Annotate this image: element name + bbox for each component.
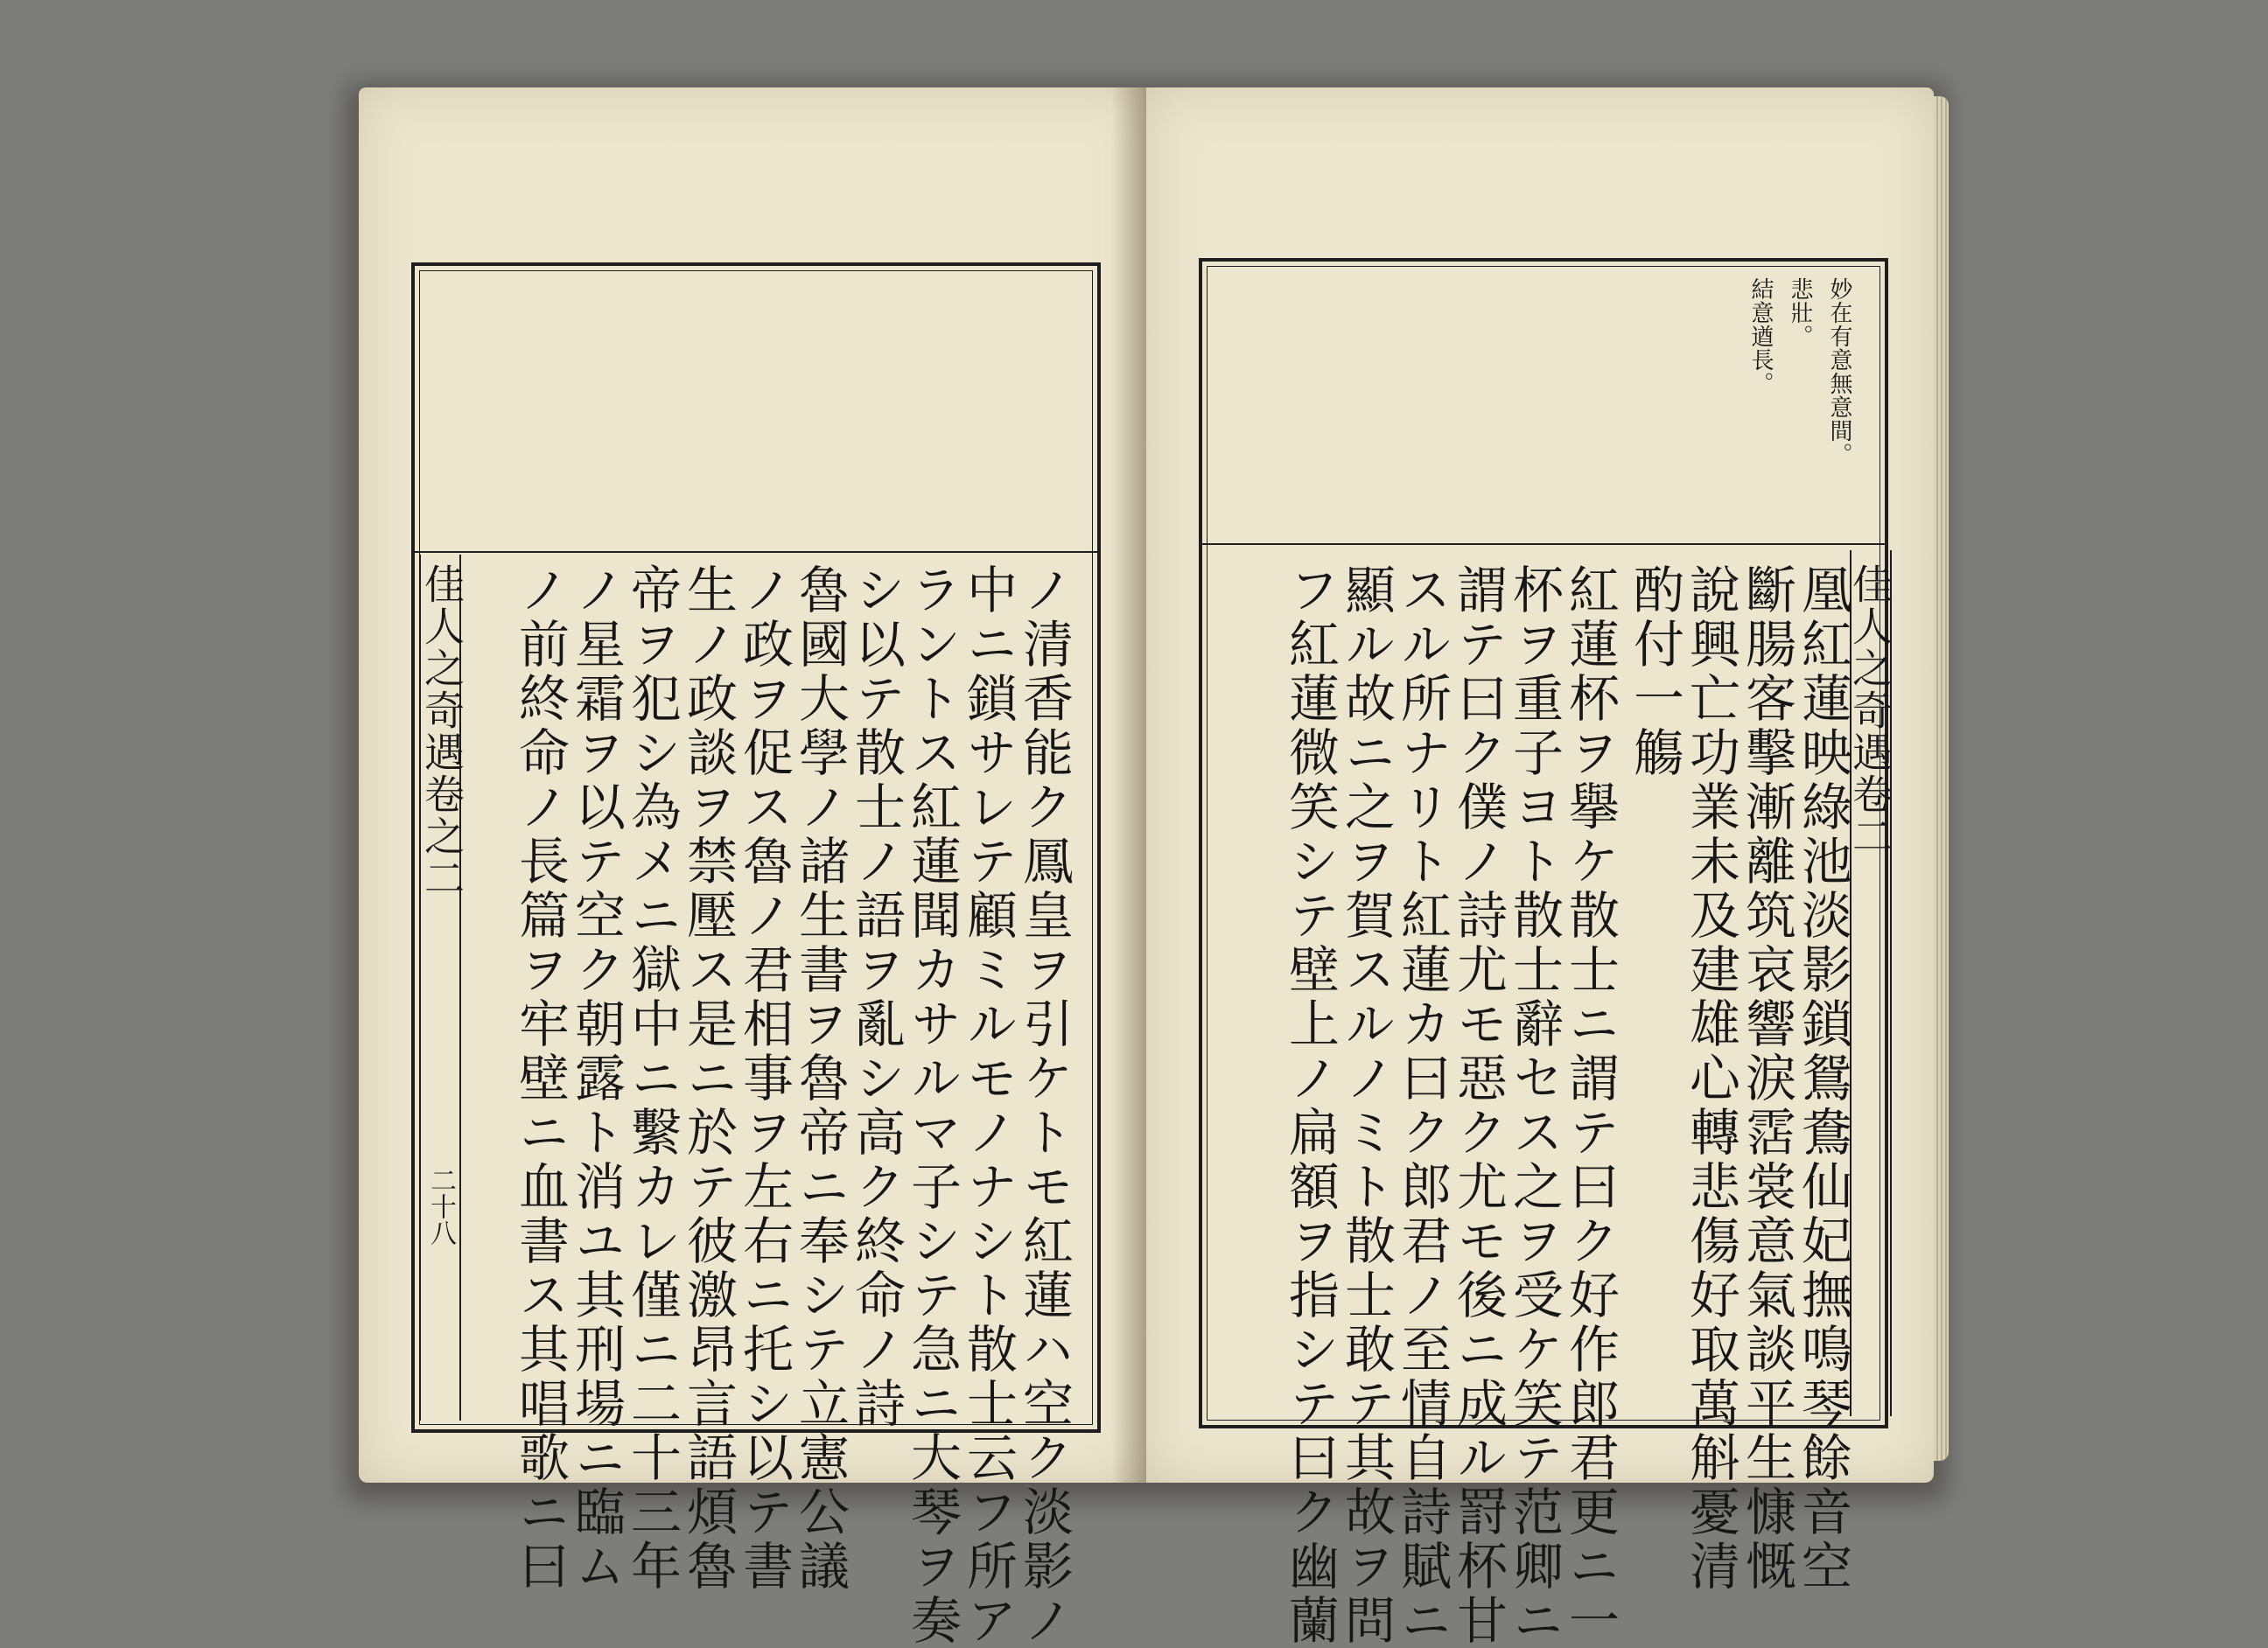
poem-column: 說興亡功業未及建雄心轉悲傷好取萬斛憂清 (1681, 563, 1740, 1594)
left-text-column: 中ニ鎖サレテ顧ミルモノナシト散士云フ所ア (958, 563, 1018, 1648)
left-text-column: 魯國大學ノ諸生書ヲ魯帝ニ奉シテ立憲公議 (790, 563, 850, 1594)
left-text-column: 帝ヲ犯シ為メニ獄中ニ繫カレ僅ニ二十三年 (622, 563, 682, 1594)
left-text-column: シ以テ散士ノ語ヲ亂シ高ク終命ノ詩 (846, 563, 906, 1431)
left-text-frame (411, 262, 1101, 1648)
headnote: 結意遒長。 (1747, 277, 1774, 395)
right-page (1146, 87, 1934, 1648)
poem-column: 酌付一觴 (1625, 563, 1684, 780)
left-text-column: ノ政ヲ促ス魯ノ君相事ヲ左右ニ托シ以テ書 (734, 563, 794, 1594)
right-text-column: 謂テ曰ク僕ノ詩尤モ惡ク尤モ後ニ成ル罸杯甘 (1448, 563, 1508, 1648)
left-page (359, 87, 1146, 1648)
left-text-column: ノ前終命ノ長篇ヲ牢壁ニ血書ス其唱歌ニ曰 (510, 563, 570, 1594)
right-text-column: 杯ヲ重子ヨト散士辭セス之ヲ受ケ笑テ范卿ニ (1504, 563, 1564, 1648)
right-text-column: スル所ナリト紅蓮カ曰ク郎君ノ至情自詩賦ニ (1392, 563, 1452, 1648)
left-margin-title: 佳人之奇遇卷之二 (418, 563, 466, 899)
right-text-column: フ紅蓮微笑シテ壁上ノ扁額ヲ指シテ曰ク幽蘭 (1280, 563, 1340, 1648)
left-text-column: ノ星霜ヲ以テ空ク朝露ト消ユ其刑場ニ臨ム (566, 563, 626, 1594)
headnote: 妙在有意無意間。 (1826, 277, 1852, 466)
right-text-column: 紅蓮杯ヲ擧ケ散士ニ謂テ曰ク好作郎君更ニ一 (1560, 563, 1620, 1648)
poem-column: 凰紅蓮映綠池淡影鎖鴛鴦仙妃撫鳴琴餘音空 (1793, 563, 1852, 1594)
right-margin-title: 佳人之奇遇卷二 (1846, 563, 1894, 857)
headnote: 悲壯。 (1787, 277, 1813, 348)
right-text-column: 顯ル故ニ之ヲ賀スルノミト散士敢テ其故ヲ問 (1336, 563, 1396, 1648)
left-folio: 二十八 (425, 1167, 456, 1246)
right-text-frame (1199, 258, 1894, 1648)
left-text-column: ラントス紅蓮聞カサルマ子シテ急ニ大琴ヲ奏 (902, 563, 962, 1648)
poem-column: 斷腸客擊漸離筑哀響淚霑裳意氣談平生慷慨 (1737, 563, 1796, 1594)
left-text-column: ノ清香能ク鳳皇ヲ引ケトモ紅蓮ハ空ク淡影ノ (1014, 563, 1074, 1648)
left-text-column: 生ノ政談ヲ禁壓ス是ニ於テ彼激昂言語煩魯 (678, 563, 738, 1594)
right-header-rule (1202, 543, 1885, 545)
left-header-rule (415, 551, 1097, 553)
